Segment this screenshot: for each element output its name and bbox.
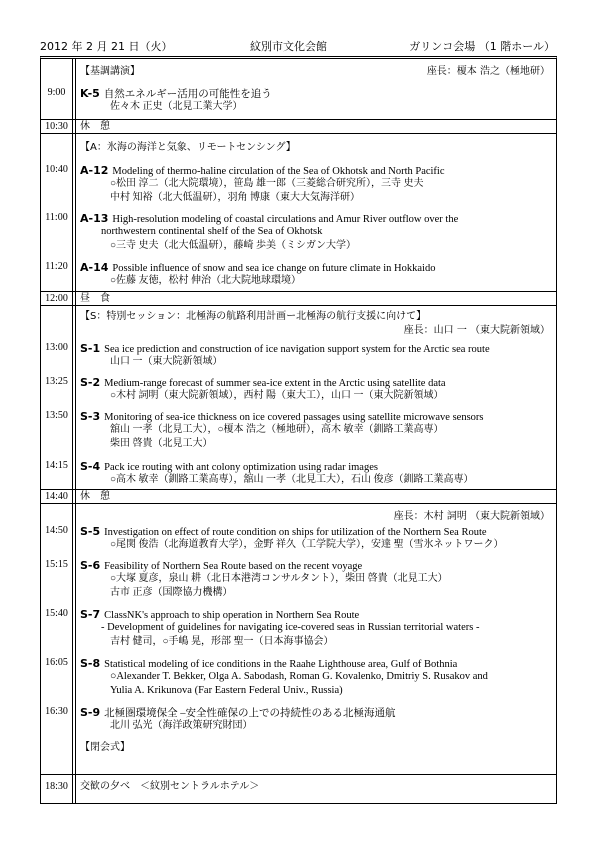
talk-authors: 古市 正彦（国際協力機構） [110, 587, 233, 598]
talk-code: S-1 [80, 342, 101, 355]
talk-authors: ○高木 敏幸（釧路工業高専），舘山 一孝（北見工大），石山 俊彦（釧路工業高専） [110, 474, 474, 485]
break-time: 14:40 [45, 491, 68, 502]
talk-body [80, 409, 556, 451]
talk-body [80, 705, 556, 733]
closing-ceremony: 【閉会式】 [80, 742, 130, 753]
session-a [41, 134, 556, 292]
talk-k5 [41, 86, 556, 114]
talk-title-line [80, 607, 556, 621]
talk-code: A-13 [80, 212, 109, 225]
session-header [80, 65, 550, 79]
talk-code: A-12 [80, 164, 109, 177]
talk-code: S-8 [80, 657, 101, 670]
break-body [80, 120, 556, 133]
session-s-part2 [41, 504, 556, 775]
talk-subtitle: - Development of guidelines for navigating ice-covered seas in Russian territorial waters - [101, 622, 480, 633]
break-time: 10:30 [45, 121, 68, 132]
talk-s8 [41, 656, 556, 698]
talk-code: A-14 [80, 261, 109, 274]
talk-authors: 山口 一（東大院新領域） [110, 356, 223, 367]
break-body [80, 490, 556, 503]
session-chair: 座長：山口 一 （東大院新領域） [403, 325, 550, 336]
talk-code: S-3 [80, 410, 101, 423]
talk-s1 [41, 341, 556, 369]
talk-authors: 柴田 啓貴（北見工大） [110, 438, 213, 449]
talk-code: S-7 [80, 608, 101, 621]
talk-s5 [41, 524, 556, 552]
talk-a13 [41, 211, 556, 253]
venue-name: 紋別市文化会館 [250, 40, 327, 53]
talk-title-line [80, 375, 556, 389]
talk-title-line [80, 459, 556, 473]
talk-authors: ○木村 詞明（東大院新領域），西村 陽（東大工），山口 一（東大院新領域） [110, 390, 444, 401]
talk-s4 [41, 459, 556, 487]
talk-s2 [41, 375, 556, 403]
session-chair: 座長：木村 詞明 （東大院新領域） [393, 511, 550, 522]
talk-title: 自然エネルギー活用の可能性を追う [103, 89, 272, 100]
session-chair: 座長：榎本 浩之（極地研） [426, 66, 550, 77]
session-heading: 【S：特別セッション：北極海の航路利用計画ー北極海の航行支援に向けて】 [80, 311, 427, 322]
talk-code: S-4 [80, 460, 101, 473]
talk-time: 13:25 [45, 376, 68, 387]
keynote-session [41, 59, 556, 120]
talk-body [80, 524, 556, 552]
talk-body [80, 86, 556, 114]
page-header [40, 40, 557, 54]
lunch-label: 昼 食 [80, 293, 110, 304]
talk-time: 16:05 [45, 657, 68, 668]
talk-title-line [80, 656, 556, 670]
talk-authors: 佐々木 正史（北見工業大学） [110, 101, 243, 112]
talk-body [80, 211, 556, 253]
talk-code: K-5 [80, 87, 100, 100]
break-entry [41, 490, 556, 503]
break-label: 休 憩 [80, 121, 110, 132]
break-row [41, 490, 556, 504]
talk-s6 [41, 558, 556, 600]
talk-authors: ○大塚 夏彦，泉山 耕（北日本港湾コンサルタント），柴田 啓貴（北見工大） [110, 573, 448, 584]
lunch-entry [41, 292, 556, 305]
talk-title: Investigation on effect of route condition on ships for utilization of the Northern Sea Route [104, 527, 487, 538]
talk-body [80, 260, 556, 288]
talk-title: ClassNK's approach to ship operation in Northern Sea Route [104, 610, 360, 621]
session-heading: 【基調講演】 [80, 66, 140, 77]
talk-s7 [41, 607, 556, 649]
session-s [41, 306, 556, 490]
break-row [41, 120, 556, 134]
reception-entry [41, 780, 556, 794]
talk-time: 10:40 [45, 164, 68, 175]
talk-body [80, 163, 556, 205]
break-label: 休 憩 [80, 491, 110, 502]
reception-label: 交歓の夕べ ＜紋別セントラルホテル＞ [80, 781, 260, 792]
talk-authors: ○佐藤 友徳，松村 伸治（北大院地球環境） [110, 275, 302, 286]
talk-code: S-6 [80, 559, 101, 572]
talk-time: 11:00 [45, 212, 68, 223]
lunch-body [80, 292, 556, 305]
talk-authors: 吉村 健司，○手嶋 晃，形部 聖一（日本海事協会） [110, 636, 334, 647]
talk-title-line [80, 86, 556, 100]
talk-s3 [41, 409, 556, 451]
talk-authors: 中村 知裕（北大低温研），羽角 博康（東大大気海洋研） [110, 192, 360, 203]
talk-title: 北極圏環境保全 –安全性確保の上での持続性のある北極海通航 [104, 708, 396, 719]
talk-body [80, 341, 556, 369]
talk-time: 13:50 [45, 410, 68, 421]
talk-code: S-5 [80, 525, 101, 538]
talk-authors: ○松田 淳二（北大院環境），笹島 雄一郎（三菱総合研究所），三寺 史夫 [110, 178, 424, 189]
talk-body [80, 607, 556, 649]
talk-authors: ○尾関 俊浩（北海道教育大学），金野 祥久（工学院大学），安達 聖（雪氷ネットワーク） [110, 539, 504, 550]
hall-name: ガリンコ会場 （1 階ホール） [409, 40, 555, 53]
talk-title: Monitoring of sea-ice thickness on ice covered passages using satellite microwave sensors [104, 412, 484, 423]
talk-a12 [41, 163, 556, 205]
talk-title-line [80, 260, 556, 274]
talk-title-line [80, 524, 556, 538]
talk-time: 13:00 [45, 342, 68, 353]
talk-s9 [41, 705, 556, 733]
talk-a14 [41, 260, 556, 288]
talk-authors: ○Alexander T. Bekker, Olga A. Sabodash, Roman G. Kovalenko, Dmitriy S. Rusakov and [110, 671, 488, 682]
talk-body [80, 656, 556, 698]
talk-title-line [80, 163, 556, 177]
talk-body [80, 459, 556, 487]
reception-body [80, 780, 556, 794]
talk-time: 16:30 [45, 706, 68, 717]
talk-time: 15:40 [45, 608, 68, 619]
talk-title-line [80, 409, 556, 423]
lunch-row [41, 292, 556, 306]
talk-title: Medium-range forecast of summer sea-ice extent in the Arctic using satellite data [104, 378, 446, 389]
talk-authors: ○三寺 史夫（北大低温研），藤崎 歩美（ミシガン大学） [110, 240, 357, 251]
talk-body [80, 375, 556, 403]
talk-title: Sea ice prediction and construction of ice navigation support system for the Arctic sea route [104, 344, 490, 355]
talk-title-continuation: northwestern continental shelf of the Sea of Okhotsk [101, 226, 323, 237]
talk-title: Statistical modeling of ice conditions in the Raahe Lighthouse area, Gulf of Bothnia [104, 659, 458, 670]
talk-title-line [80, 558, 556, 572]
talk-time: 14:15 [45, 460, 68, 471]
talk-authors: 北川 弘光（海洋政策研究財団） [110, 720, 253, 731]
break-entry [41, 120, 556, 133]
lunch-time: 12:00 [45, 293, 68, 304]
talk-time: 14:50 [45, 525, 68, 536]
talk-time: 11:20 [45, 261, 68, 272]
talk-authors: Yulia A. Krikunova (Far Eastern Federal Univ., Russia) [110, 685, 343, 696]
program-date: 2012 年 2 月 21 日（火） [40, 40, 173, 53]
talk-title: Modeling of thermo-haline circulation of the Sea of Okhotsk and North Pacific [112, 166, 445, 177]
talk-body [80, 558, 556, 600]
talk-title-line [80, 705, 556, 719]
talk-title-line [80, 211, 556, 225]
talk-title: High-resolution modeling of coastal circulations and Amur River outflow over the [112, 214, 459, 225]
reception-row [41, 775, 556, 803]
talk-title: Possible influence of snow and sea ice change on future climate in Hokkaido [112, 263, 436, 274]
session-heading: 【A：氷海の海洋と気象、リモートセンシング】 [80, 142, 296, 153]
talk-title: Feasibility of Northern Sea Route based on the recent voyage [104, 561, 363, 572]
talk-time: 15:15 [45, 559, 68, 570]
talk-title: Pack ice routing with ant colony optimization using radar images [104, 462, 378, 473]
talk-code: S-9 [80, 706, 101, 719]
reception-time: 18:30 [45, 781, 68, 792]
program-table [40, 56, 557, 804]
talk-code: S-2 [80, 376, 101, 389]
talk-authors: 舘山 一孝（北見工大），○榎本 浩之（極地研），高木 敏幸（釧路工業高専） [110, 424, 444, 435]
talk-time: 9:00 [47, 87, 66, 98]
talk-title-line [80, 341, 556, 355]
